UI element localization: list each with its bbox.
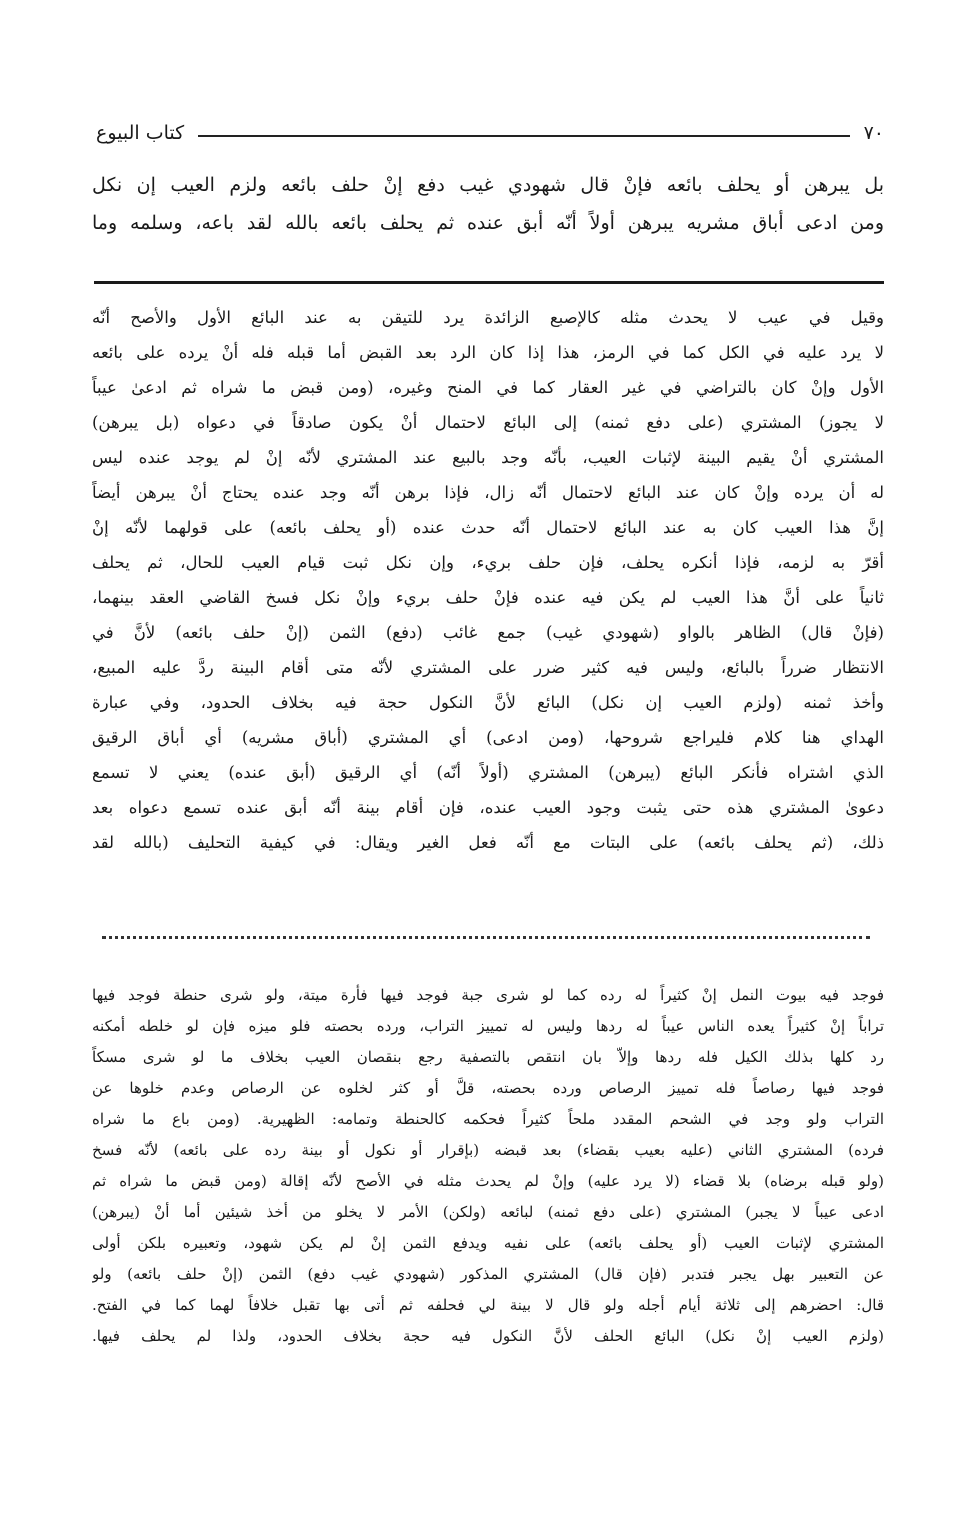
footnote-line: قال: احضرهم إلى ثلاثة أيام أجله ولو قال لا بينة لي فحلفه ثم أتى بها تقبل خلافاً لهما كما في الفتح. — [92, 1296, 884, 1314]
commentary-line: الانتظار ضرراً بالبائع، وليس فيه كثير ضرر على المشتري لأنّه متى أقام البينة ردَّ عليه المبيع، — [92, 658, 884, 677]
commentary-line: لا يرد عليه في الكل كما في الرمز، هذا إذا كان الرد بعد القبض أما قبله فله أنْ يرده على بائعه — [92, 343, 884, 362]
header-rule — [198, 135, 849, 137]
footnote-line: المشتري لإثبات العيب (أو يحلف بائعه) على نفيه ويدفع الثمن إنْ لم يكن شهود، وتعبيره بلكن أولى — [92, 1234, 884, 1252]
commentary-line: الهداي هنا كلام فليراجع شروحها، (ومن ادعى) أي المشتري (أباق مشريه) أي أباق الرقيق — [92, 728, 884, 747]
running-header — [96, 118, 884, 148]
footnote-line: فوجد فيه بيوت النمل إنْ كثيراً له رده كما لو شرى جبة فوجد فيها فأرة ميتة، ولو شرى حنطة فوجد فيها — [92, 986, 884, 1004]
book-title: كتاب البيوع — [96, 122, 185, 144]
footnote-line: عن التعبير بهل يجبر فتدبر (فإن قال) المشتري المذكور (شهودي غيب دفع) الثمن (إنْ حلف بائعه) ولو — [92, 1265, 884, 1283]
footnote-line: (ولو قبله برضاه) بلا قضاء (لا يرد عليه) وإنْ لم يحدث مثله في الأصح لأنّه إقالة (ومن قبض ما شراه ثم — [92, 1172, 884, 1190]
footnote-line: فرده) المشتري الثاني (عليه بعيب بقضاء) بعد قبضه (بإقرار أو نكول أو بينة رده على بائعه) لأنّه فسخ — [92, 1141, 884, 1159]
commentary-line: أقرّ به لزمه، فإذا أنكره يحلف، فإن حلف بريء، وإن نكل ثبت قيام العيب للحال، ثم يحلف — [92, 553, 884, 572]
footnote-text — [92, 980, 884, 1352]
matn-text — [92, 166, 884, 242]
footnote-divider — [102, 936, 870, 939]
page-number: ٧٠ — [863, 122, 884, 144]
footnote-line: فوجد فيها رصاصاً فله تمييز الرصاص ورده بحصته، قلَّ أو كثر لخلوه عن الرصاص وعدم خلوها عن — [92, 1079, 884, 1097]
commentary-line: الذي اشتراه فأنكر البائع (يبرهن) المشتري (أولاً أنّه) أي الرقيق (أبق عنده) يعني لا تسمع — [92, 763, 884, 782]
commentary-line: وقيل في عيب لا يحدث مثله كالإصبع الزائدة يرد للتيقن به عند البائع الأول والأصح أنّه — [92, 308, 884, 327]
commentary-text — [92, 300, 884, 860]
matn-divider — [94, 281, 884, 284]
commentary-line: دعوىٰ المشتري هذه حتى يثبت وجود العيب عنده، فإن أقام بينة أنّه أبق عنده تسمع دعواه بعد — [92, 798, 884, 817]
footnote-line: تراباً إنْ كثيراً يعده الناس عيباً له ردها وليس له تمييز التراب، ورده بحصته فلو ميزه فإن لو خلطه أمكنه — [92, 1017, 884, 1035]
commentary-line: له أن يرده وإنْ كان عند البائع لاحتمال أنّه زال، فإذا برهن أنّه وجد عنده يحتاج أنْ يبرهن أيضاً — [92, 483, 884, 502]
footnote-line: ادعى عيباً لا يجبر) المشتري (على دفع ثمنه) لبائعه (ولكن) الأمر لا يخلو من أخذ شيئين أما أنْ (يبرهن) — [92, 1203, 884, 1221]
matn-line: بل يبرهن أو يحلف بائعه فإنْ قال شهودي غيب دفع إنْ حلف بائعه ولزم العيب إن نكل — [92, 174, 884, 196]
footnote-line: التراب ولو وجد في الشحم المقدد ملحاً كثيراً فحكمه كالحنطة وتمامه: الظهيرية. (ومن باع ما شراه — [92, 1110, 884, 1128]
commentary-line: ذلك، (ثم يحلف بائعه) على البتات مع أنّه فعل الغير ويقال: في كيفية التحليف (بالله لقد — [92, 833, 884, 852]
footnote-line: رد كلها بذلك الكيل فله ردها وإلاّ بان انتقص بالتصفية رجع بنقصان العيب بخلاف ما لو شرى مسكاً — [92, 1048, 884, 1066]
commentary-line: إنَّ هذا العيب كان به عند البائع لاحتمال أنّه حدث عنده (أو يحلف بائعه) على قولهما لأنّه إنْ — [92, 518, 884, 537]
commentary-line: المشتري أنْ يقيم البينة لإثبات العيب، بأنّه وجد بالبيع عند المشتري لأنّه إنْ لم يوجد عنده ليس — [92, 448, 884, 467]
commentary-line: لا يجوز) المشتري (على دفع ثمنه) إلى البائع لاحتمال أنْ يكون صادقاً في دعواه (بل يبرهن) — [92, 413, 884, 432]
matn-line: ومن ادعى أباق مشريه يبرهن أولاً أنّه أبق عنده ثم يحلف بائعه بالله لقد باعه، وسلمه وما — [92, 212, 884, 234]
commentary-line: (فإنْ قال) الظاهر بالواو (شهودي غيب) جمع غائب (دفع) الثمن (إنْ حلف بائعه) لأنَّ في — [92, 623, 884, 642]
commentary-line: ثانياً على أنَّ هذا العيب لم يكن فيه عنده فإنْ حلف بريء وإنْ نكل فسخ القاضي العقد بينهما، — [92, 588, 884, 607]
commentary-line: وأخذ ثمنه (ولزم العيب إن نكل) البائع لأنَّ النكول حجة فيه بخلاف الحدود، وفي عبارة — [92, 693, 884, 712]
commentary-line: الأول وإنْ كان بالتراضي في غير العقار كما في المنح وغيره، (ومن قبض ما شراه ثم ادعىٰ عيباً — [92, 378, 884, 397]
footnote-line: (ولزم العيب إنْ نكل) البائع الحلف لأنَّ النكول فيه حجة بخلاف الحدود، ولذا لم يحلف فيها. — [92, 1327, 884, 1345]
